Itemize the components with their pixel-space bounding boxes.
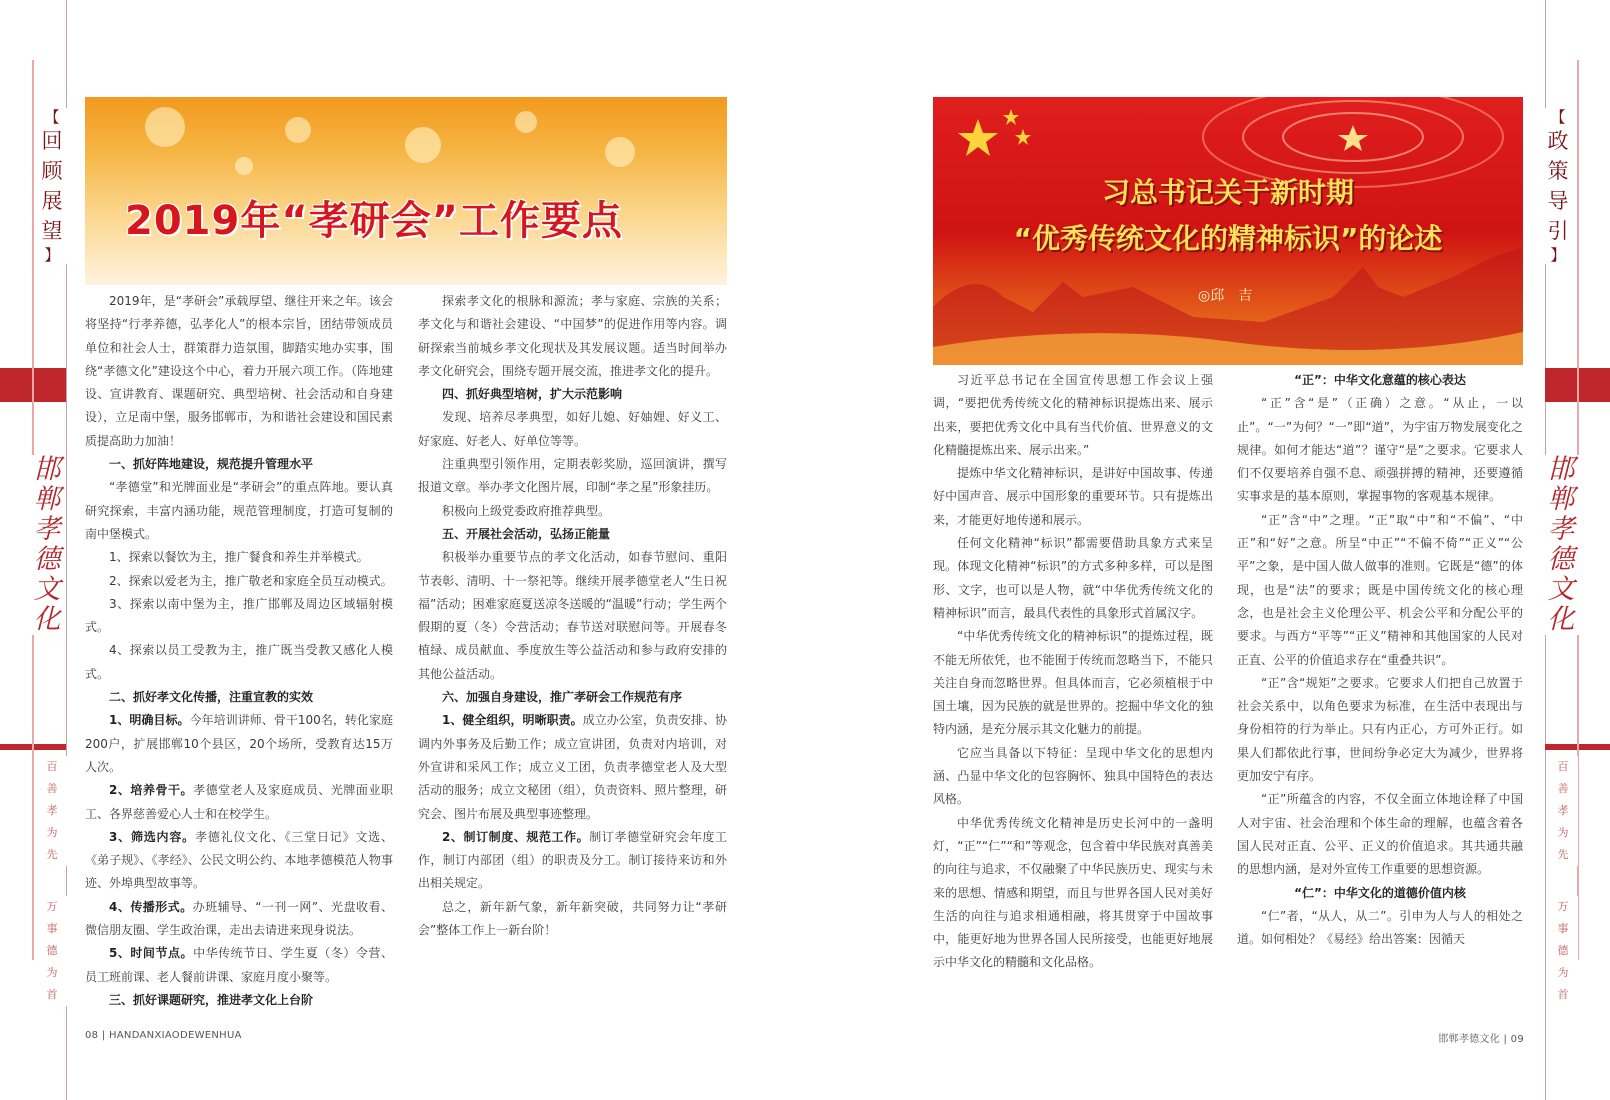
section-heading: 二、抓好孝文化传播，注重宣教的实效	[109, 690, 314, 705]
paragraph: “仁”者，“从人，从二”。引申为人与人的相处之道。如何相处？《易经》给出答案：因循天	[1237, 908, 1523, 947]
paragraph: “正”含“规矩”之要求。它要求人们把自己放置于社会关系中，以角色要求为标准，在生活中表现出与身份相符的行为举止。只有内正心，方可外正行。如果人们都依此行事，世间纷争必定大为减少，世界将更加安宁有序。	[1237, 675, 1523, 784]
section-label-char: 引	[1547, 219, 1569, 243]
left-page-column-2	[418, 290, 727, 942]
article-title-left: 2019年“孝研会”工作要点	[125, 198, 623, 244]
calligraphy-char: 文	[33, 574, 61, 605]
calligraphy-char: 孝	[33, 514, 61, 545]
motto-char: 万	[46, 900, 58, 913]
bokeh-light	[405, 127, 441, 163]
paragraph	[85, 826, 393, 896]
paragraph: 2、探索以爱老为主，推广敬老和家庭全员互动模式。	[109, 573, 393, 588]
motto-char: 百	[1557, 760, 1569, 773]
motto-char: 善	[1557, 782, 1569, 795]
section-label-char: 望	[41, 219, 63, 243]
right-page-column-1	[933, 369, 1213, 975]
paragraph: “中华优秀传统文化的精神标识”的提炼过程，既不能无所依凭，也不能囿于传统而忽略当下，不能只关注自身而忽略世界。但具体而言，它必须植根于中国土壤，因为民族的就是世界的。挖掘中华文化的独特内涵，是充分展示其文化魅力的前提。	[933, 629, 1213, 737]
calligraphy-char: 郸	[1547, 484, 1575, 515]
motto-char: 为	[1557, 966, 1569, 979]
section-label-char: 【	[44, 108, 60, 126]
paragraph: 中华优秀传统文化精神是历史长河中的一盏明灯，“正”“仁”“和”等观念，包含着中华民族对真善美的向往与追求，不仅融聚了中华民族历史、现实与未来的思想、情感和期望，而且与世界各国人民对美好生活的向往与追求相通相融，将其贯穿于中国故事中，能更好地为世界各国人民所接受，也能更好地展示中华文化的精髓和文化品格。	[933, 815, 1213, 970]
section-label-policy	[1541, 108, 1575, 264]
paragraph: 总之，新年新气象，新年新突破，共同努力让“孝研会”整体工作上一新台阶！	[418, 899, 727, 938]
left-page-column-1	[85, 290, 393, 1012]
bokeh-light	[605, 137, 635, 167]
paragraph-body: 成立办公室，负责安排、协调内外事务及后勤工作；成立宣讲团，负责对内培训，对外宣讲和采风工作；成立义工团，负责孝德堂老人及大型活动的服务；成立文秘团（组），负责资料、照片整理，研究会、图片布展及典型事迹整理。	[418, 713, 727, 821]
section-heading: “正”：中华文化意蕴的核心表达	[1294, 373, 1466, 387]
paragraph-lead: 1、健全组织，明晰职责。	[442, 713, 583, 728]
motto-char: 孝	[46, 804, 58, 817]
paragraph-body: 孝德堂老人及家庭成员、光牌面业职工、各界慈善爱心人士和在校学生。	[85, 783, 393, 821]
bokeh-light	[285, 117, 311, 143]
calligraphy-logo-right	[1542, 455, 1580, 635]
paragraph	[85, 709, 393, 779]
motto-char: 万	[1557, 900, 1569, 913]
paragraph: 1、探索以餐饮为主，推广餐食和养生并举模式。	[109, 550, 369, 565]
section-heading: 三、抓好课题研究，推进孝文化上台阶	[109, 992, 314, 1007]
section-heading: 四、抓好典型培树，扩大示范影响	[442, 387, 623, 402]
section-label-char: 】	[1550, 246, 1566, 264]
calligraphy-char: 孝	[1547, 514, 1575, 545]
paragraph-lead: 2、制订制度、规范工作。	[442, 829, 590, 844]
paragraph: 4、探索以员工受教为主，推广既当受教又感化人模式。	[85, 643, 393, 681]
paragraph-lead: 3、筛选内容。	[109, 829, 195, 844]
bokeh-light	[145, 107, 185, 147]
paragraph: “孝德堂”和光牌面业是“孝研会”的重点阵地。要认真研究探索，丰富内涵功能，规范管理制度，打造可复制的南中堡模式。	[85, 480, 393, 541]
paragraph-body: 制订孝德堂研究会年度工作，制订内部团（组）的职责及分工。制订接待来访和外出相关规定。	[418, 829, 727, 891]
section-label-char: 导	[1547, 189, 1569, 213]
calligraphy-char: 文	[1547, 574, 1575, 605]
calligraphy-char: 邯	[33, 454, 61, 485]
paragraph	[85, 942, 393, 989]
section-label-char: 政	[1547, 129, 1569, 153]
motto-left-1	[37, 756, 67, 866]
section-label-review	[35, 108, 69, 264]
calligraphy-char: 化	[33, 604, 61, 635]
page-footer-right: 邯郸孝德文化 | 09	[1438, 1034, 1524, 1045]
right-page-column-2	[1237, 369, 1523, 951]
motto-char: 为	[46, 826, 58, 839]
paragraph: “正”所蕴含的内容，不仅全面立体地诠释了中国人对宇宙、社会治理和个体生命的理解，也蕴含着各国人民对正直、公平、正义的价值追求。其共通共融的思想内涵，是对外宣传工作重要的思想资源。	[1237, 792, 1523, 877]
paragraph-body: 中华传统节日、学生夏（冬）令营、员工班前课、老人餐前讲课、家庭月度小聚等。	[85, 946, 393, 984]
section-label-char: 【	[1550, 108, 1566, 126]
motto-char: 为	[1557, 826, 1569, 839]
paragraph	[418, 709, 727, 825]
motto-right-2	[1548, 896, 1578, 1006]
paragraph-body: 办班辅导、“一刊一网”、光盘收看、微信朋友圈、学生政治课，走出去请进来现身说法。	[85, 899, 393, 938]
flag-star-icon	[958, 119, 998, 156]
paragraph: 探索孝文化的根脉和源流；孝与家庭、宗族的关系；孝文化与和谐社会建设、“中国梦”的促进作用等内容。调研探索当前城乡孝文化现状及其发展议题。适当时间举办孝文化研究会，围绕专题开展交流，推进孝文化的提升。	[418, 294, 727, 378]
paragraph	[85, 779, 393, 826]
star-emblem-icon	[1338, 125, 1368, 151]
section-label-char: 】	[44, 246, 60, 264]
left-banner	[85, 97, 727, 285]
paragraph-lead: 5、时间节点。	[109, 946, 194, 961]
paragraph: “正”含“是”（正确）之意。“从止，一以止”。“一”为何？“一”即“道”，为宇宙万物发展变化之规律。如何才能达“道”？谨守“是”之要求。它要求人们不仅要培养自强不息、顽强拼搏的精神，还要遵循实事求是的基本原则，掌握事物的客观基本规律。	[1237, 396, 1523, 504]
paragraph: 积极向上级党委政府推荐典型。	[442, 503, 611, 518]
bokeh-light	[235, 157, 253, 175]
paragraph: 任何文化精神“标识”都需要借助具象方式来呈现。体现文化精神“标识”的方式多种多样，可以是图形、文字，也可以是人物，就“中华优秀传统文化的精神标识”而言，最具代表性的具象形式首属汉字。	[933, 536, 1213, 620]
paragraph: 提炼中华文化精神标识，是讲好中国故事、传递好中国声音、展示中国形象的重要环节。只有提炼出来，才能更好地传递和展示。	[933, 466, 1213, 527]
flag-star-icon	[1003, 109, 1019, 125]
calligraphy-char: 郸	[33, 484, 61, 515]
motto-char: 德	[1557, 944, 1569, 957]
article-title-right-line2: “优秀传统文化的精神标识”的论述	[1013, 222, 1443, 255]
motto-char: 孝	[1557, 804, 1569, 817]
motto-left-2	[37, 896, 67, 1006]
section-heading: 五、开展社会活动，弘扬正能量	[442, 526, 611, 541]
calligraphy-char: 德	[1547, 544, 1575, 575]
flag-star-icon	[1015, 129, 1031, 145]
paragraph-body: 孝德礼仪文化、《三堂日记》文选、《弟子规》、《孝经》、公民文明公约、本地孝德模范人物事迹、外埠典型故事等。	[85, 829, 393, 891]
paragraph: 积极举办重要节点的孝文化活动，如春节慰问、重阳节表彰、清明、十一祭祀等。继续开展孝德堂老人“生日祝福”活动；困难家庭夏送凉冬送暖的“温暖”行动；学生两个假期的夏（冬）令营活动；春节送对联慰问等。开展春冬植绿、成员献血、季度放生等公益活动和参与政府安排的其他公益活动。	[418, 550, 727, 681]
paragraph: “正”含“中”之理。“正”取“中”和“不偏”、“中正”和“好”之意。所呈“中正”“不偏不倚”“正义”“公平”之象，是中国人做人做事的准则。它既是“德”的体现，也是“法”的要求；既是中国传统文化的核心理念，也是社会主义伦理公平、机会公平和分配公平的要求。与西方“平等”“正义”精神和其他国家的人民对正直、公平的价值追求存在“重叠共识”。	[1237, 512, 1523, 667]
paragraph: 注重典型引领作用，定期表彰奖励，巡回演讲，撰写报道文章。举办孝文化图片展，印制“孝之星”形象挂历。	[418, 457, 727, 495]
motto-char: 善	[46, 782, 58, 795]
motto-right-1	[1548, 756, 1578, 866]
section-heading: 一、抓好阵地建设，规范提升管理水平	[109, 457, 314, 472]
section-label-char: 顾	[41, 159, 63, 183]
calligraphy-char: 化	[1547, 604, 1575, 635]
paragraph: 3、探索以南中堡为主，推广邯郸及周边区域辐射模式。	[85, 596, 393, 635]
motto-char: 百	[46, 760, 58, 773]
author-byline: ◎邱 吉	[1198, 288, 1253, 304]
paragraph-body: 今年培训讲师、骨干100名，转化家庭200户，扩展邯郸10个县区，20个场所，受教育达15万人次。	[85, 713, 394, 774]
section-label-char: 策	[1547, 159, 1569, 183]
motto-char: 首	[1557, 988, 1569, 1001]
paragraph: 2019年，是“孝研会”承载厚望、继往开来之年。该会将坚持“行孝养德，弘孝化人”的根本宗旨，团结带领成员单位和社会人士，群策群力造氛围，脚踏实地办实事，围绕“孝德文化”建设这个中心，着力开展六项工作。（阵地建设、宣讲教育、课题研究、典型培树、社会活动和自身建设），立足南中堡，服务邯郸市，为和谐社会建设和国民素质提高助力加油！	[85, 294, 393, 448]
motto-char: 先	[46, 848, 58, 861]
calligraphy-char: 邯	[1547, 454, 1575, 485]
motto-char: 首	[46, 988, 58, 1001]
calligraphy-logo-left	[28, 455, 66, 635]
section-label-char: 展	[41, 189, 63, 213]
paragraph	[418, 826, 727, 896]
motto-char: 德	[46, 944, 58, 957]
paragraph: 它应当具备以下特征：呈现中华文化的思想内涵、凸显中华文化的包容胸怀、独具中国特色的表达风格。	[933, 745, 1213, 807]
paragraph: 发现、培养尽孝典型，如好儿媳、好妯娌、好义工、好家庭、好老人、好单位等等。	[418, 410, 727, 448]
motto-char: 为	[46, 966, 58, 979]
article-title-right-line1: 习总书记关于新时期	[1101, 176, 1354, 209]
bokeh-light	[515, 111, 537, 133]
section-label-char: 回	[41, 129, 63, 153]
section-heading: “仁”：中华文化的道德价值内核	[1294, 885, 1466, 900]
paragraph-lead: 4、传播形式。	[109, 899, 193, 914]
motto-char: 事	[46, 922, 58, 935]
right-banner	[933, 97, 1523, 365]
motto-char: 事	[1557, 922, 1569, 935]
paragraph: 习近平总书记在全国宣传思想工作会议上强调，“要把优秀传统文化的精神标识提炼出来、展示出来，要把优秀文化中具有当代价值、世界意义的文化精髓提炼出来、展示出来。”	[933, 373, 1213, 457]
calligraphy-char: 德	[33, 544, 61, 575]
paragraph	[85, 896, 393, 943]
paragraph-lead: 2、培养骨干。	[109, 783, 194, 798]
section-heading: 六、加强自身建设，推广孝研会工作规范有序	[442, 690, 683, 705]
paragraph-lead: 1、明确目标。	[109, 713, 190, 728]
page-footer-left: 08 | HANDANXIAODEWENHUA	[85, 1030, 242, 1041]
motto-char: 先	[1557, 848, 1569, 861]
